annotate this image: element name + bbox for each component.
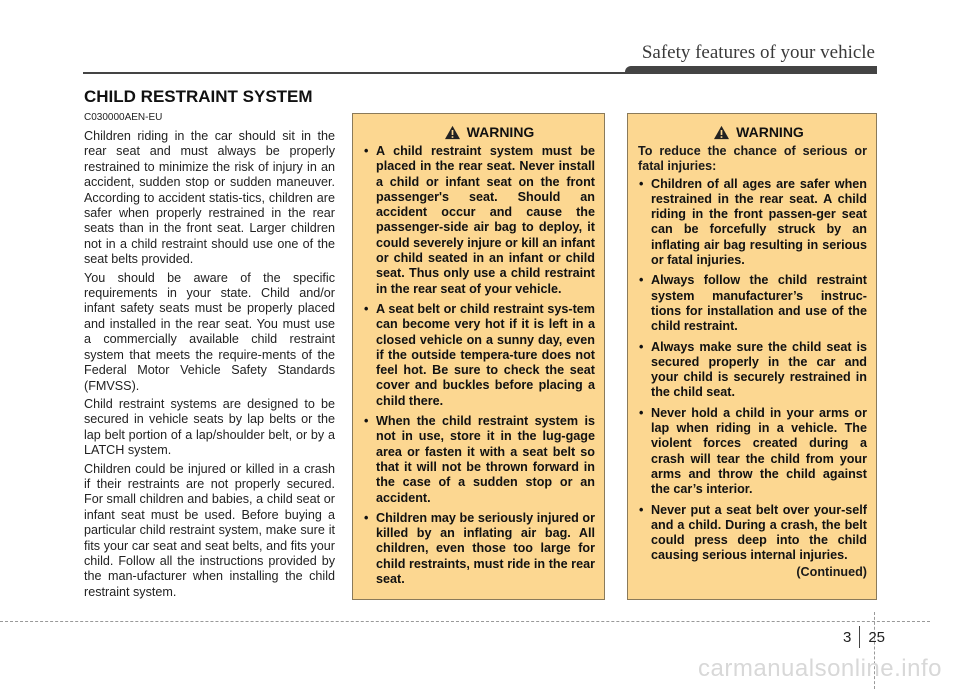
warning-header (383, 124, 595, 140)
body-column (84, 112, 335, 603)
warning-list (363, 144, 595, 587)
document-code: C030000AEN-EU (84, 112, 163, 123)
warning-item: • Always make sure the child seat is secured properly in the car and your child is securely restrained in the child seat. (638, 340, 867, 401)
warning-title: WARNING (736, 124, 804, 140)
watermark: carmanualsonline.info (698, 655, 942, 682)
warning-list (638, 177, 867, 564)
warning-item: • When the child restraint system is not in use, store it in the lug-gage area or fasten it with a seat belt so that it will not be thrown forward in the case of a sudden stop or an accident. (363, 414, 595, 506)
warning-item: • Never hold a child in your arms or lap when riding in a vehicle. The violent forces created during a crash will tear the child from your arms and throw the child against the car’s interior. (638, 406, 867, 498)
warning-triangle-icon (713, 125, 730, 140)
body-paragraph: Children could be injured or killed in a crash if their restraints are not properly secured. For small children and babies, a child seat or infant seat must be used. Before buying a particular child restraint system, make sure it fits your car seat and seat belts, and fits your child. Follow all the instructions provided by the man-ufacturer when installing the child restraint system. (84, 461, 335, 599)
body-paragraph: Children riding in the car should sit in the rear seat and must always be properly restrained to minimize the risk of injury in an accident, sudden stop or sudden maneuver. According to accident statis-tics, children are safer when properly restrained in the rear seats than in the front seat. Larger children not in a child restraint should use one of the seat belts provided. (84, 129, 335, 267)
page-number-separator (859, 626, 860, 648)
warning-item: • Children may be seriously injured or killed by an inflating air bag. All children, even those too large for child restraints, must ride in the rear seat. (363, 511, 595, 587)
warning-item: • A seat belt or child restraint sys-tem can become very hot if it is left in a closed vehicle on a sunny day, even if the outside tempera-ture does not feel hot. Be sure to check the seat cover and buckles before placing a child there. (363, 302, 595, 409)
header-rule (83, 72, 877, 74)
chapter-number: 3 (842, 628, 852, 646)
section-title: Safety features of your vehicle (641, 42, 875, 63)
warning-item: • A child restraint system must be placed in the rear seat. Never install a child or infant seat on the front passenger's seat. Should an accident occur and cause the passenger-side air bag to deploy, it could severely injure or kill an infant or child seated in an infant or child seat. Thus only use a child restraint in the rear seat of your vehicle. (363, 144, 595, 297)
warning-title: WARNING (466, 124, 535, 140)
warning-intro: To reduce the chance of serious or fatal injuries: (638, 144, 867, 174)
warning-box-left (352, 113, 605, 600)
body-paragraph: Child restraint systems are designed to be secured in vehicle seats by lap belts or the lap belt portion of a lap/shoulder belt, or by a LATCH system. (84, 396, 335, 458)
body-paragraph: You should be aware of the specific requirements in your state. Child and/or infant safety seats must be properly placed and installed in the rear seat. You must use a commercially available child restraint system that meets the require-ments of the Federal Motor Vehicle Safety Standards (FMVSS). (84, 270, 335, 393)
warning-item: • Never put a seat belt over your-self and a child. During a crash, the belt could press deep into the child causing serious internal injuries. (638, 503, 867, 564)
footer-divider (0, 621, 930, 622)
page-number-value: 25 (868, 628, 885, 646)
page-number (843, 626, 885, 648)
continued-label: (Continued) (796, 564, 867, 579)
warning-item: • Always follow the child restraint system manufacturer’s instruc-tions for installation and use of the child restraint. (638, 273, 867, 334)
warning-item: • Children of all ages are safer when restrained in the rear seat. A child riding in the front passen-ger seat can be forcefully struck by an inflating air bag resulting in serious or fatal injuries. (638, 177, 867, 269)
warning-box-right (627, 113, 877, 600)
page-heading: CHILD RESTRAINT SYSTEM (84, 87, 313, 106)
warning-triangle-icon (444, 125, 461, 140)
warning-header (650, 124, 867, 140)
